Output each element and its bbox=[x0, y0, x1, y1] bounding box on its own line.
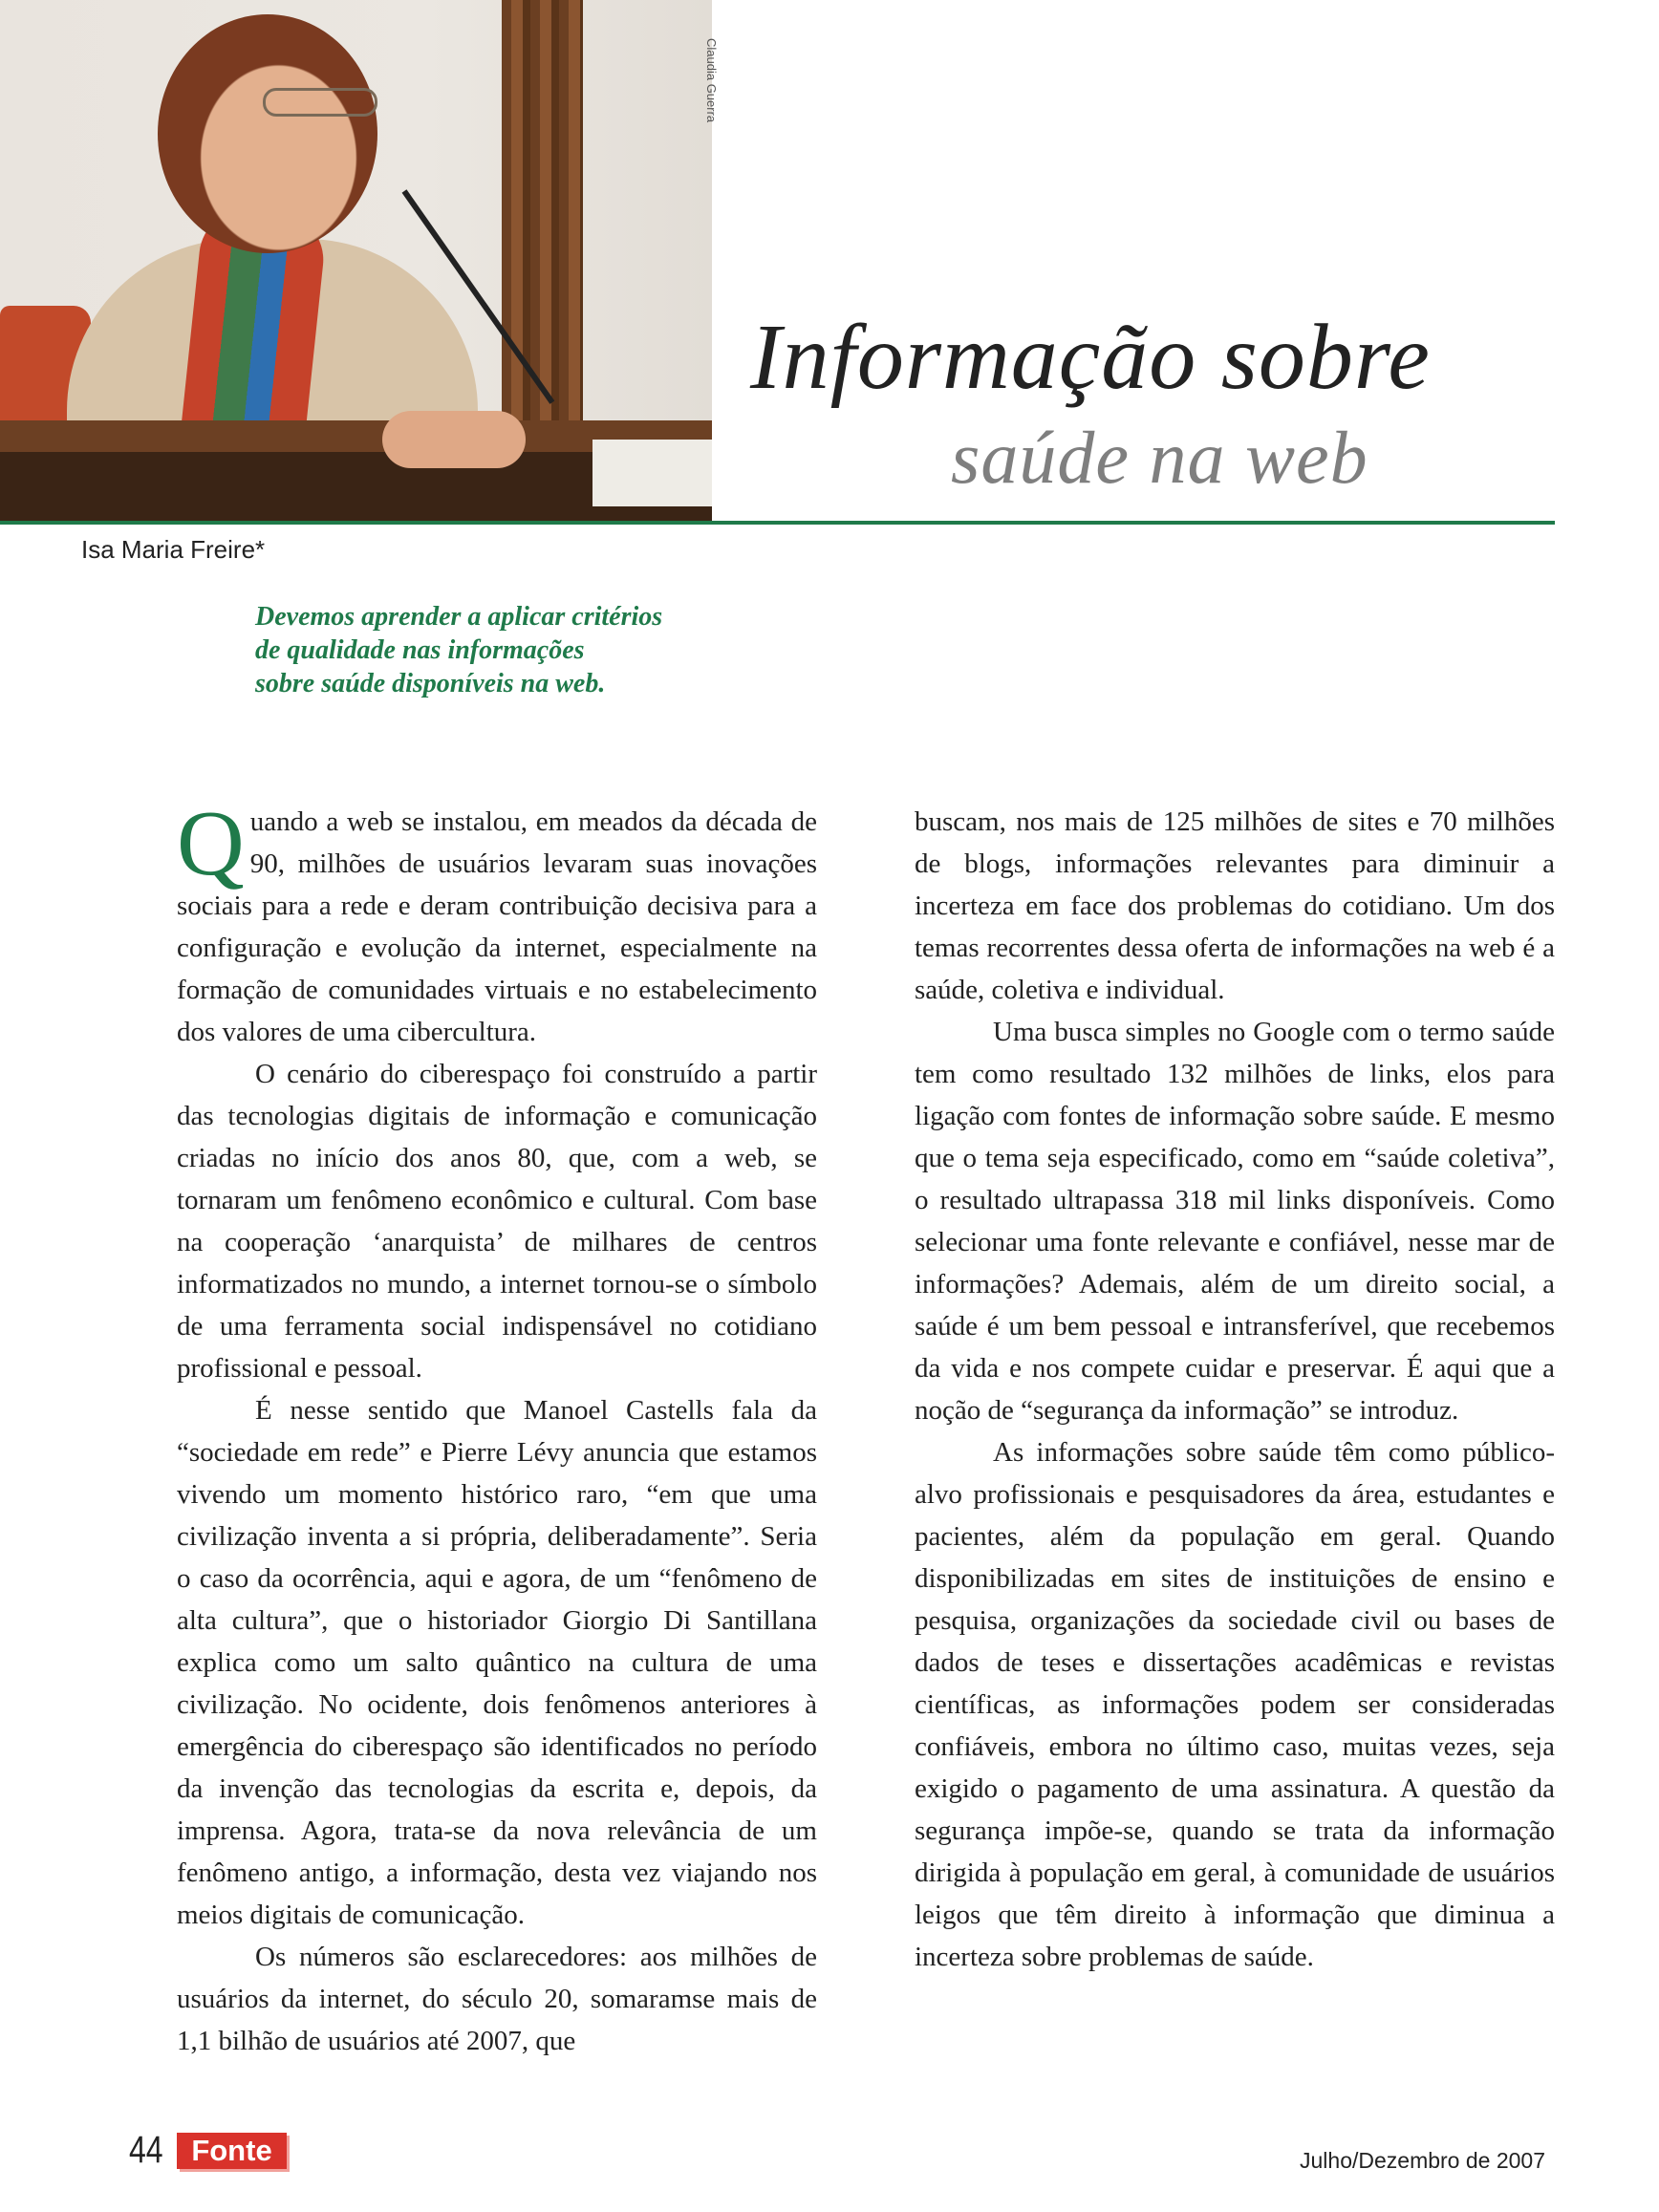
drop-cap: Q bbox=[177, 792, 245, 895]
left-column bbox=[177, 792, 817, 2062]
lede-line: de qualidade nas informações bbox=[255, 635, 585, 665]
paragraph bbox=[177, 792, 817, 1053]
paragraph: Uma busca simples no Google com o termo saúde tem como resultado 132 milhões de links, elos para ligação com fontes de informação sobre saúde. E mesmo que o tema seja especificado, como em “saúde coletiva”, o resultado ultrapassa 318 mil links disponíveis. Como selecionar uma fonte relevante e confiável, nesse mar de informações? Ademais, além de um direito social, a saúde é um bem pessoal e intransferível, que recebemos da vida e nos compete cuidar e preservar. É aqui que a noção de “segurança da informação” se introduz. bbox=[915, 1017, 1555, 1426]
photo-person-head bbox=[158, 14, 377, 253]
photo-name-plate bbox=[592, 440, 712, 506]
article-author: Isa Maria Freire* bbox=[81, 535, 266, 564]
paragraph: Os números são esclarecedores: aos milhões de usuários da internet, do século 20, somaramse mais de 1,1 bilhão de usuários até 2007, que bbox=[177, 1942, 817, 2056]
lede-line: Devemos aprender a aplicar critérios bbox=[255, 602, 663, 632]
issue-date: Julho/Dezembro de 2007 bbox=[1300, 2148, 1545, 2173]
right-column bbox=[915, 801, 1555, 1978]
author-photo bbox=[0, 0, 712, 521]
photo-hands bbox=[382, 411, 526, 468]
paragraph: É nesse sentido que Manoel Castells fala da “sociedade em rede” e Pierre Lévy anuncia que estamos vivendo um momento histórico raro, “em que uma civilização inventa a si própria, deliberadamente”. Seria o caso da ocorrência, aqui e agora, de um “fenômeno de alta cultura”, que o historiador Giorgio Di Santillana explica como um salto quântico na cultura de uma civilização. No ocidente, dois fenômenos anteriores à emergência do ciberespaço são identificados no período da invenção das tecnologias da escrita e, depois, da imprensa. Agora, trata-se da nova relevância de um fenômeno antigo, a informação, desta vez viajando nos meios digitais de comunicação. bbox=[177, 1395, 817, 1930]
magazine-logo: Fonte bbox=[177, 2133, 287, 2169]
paragraph: O cenário do ciberespaço foi construído a partir das tecnologias digitais de informação e comunicação criadas no início dos anos 80, que, com a web, se tornaram um fenômeno econômico e cultural. Com base na cooperação ‘anarquista’ de milhares de centros informatizados no mundo, a internet tornou-se o símbolo de uma ferramenta social indispensável no cotidiano profissional e pessoal. bbox=[177, 1059, 817, 1384]
article-subtitle: saúde na web bbox=[951, 416, 1368, 499]
paragraph: As informações sobre saúde têm como público-alvo profissionais e pesquisadores da área, estudantes e pacientes, além da população em geral. Quando disponibilizadas em sites de instituições de ensino e pesquisa, organizações da sociedade civil ou bases de dados de teses e dissertações acadêmicas e revistas científicas, as informações podem ser consideradas confiáveis, embora no último caso, muitas vezes, seja exigido o pagamento de uma assinatura. A questão da segurança impõe-se, quando se trata da informação dirigida à população em geral, à comunidade de usuários leigos que têm direito à informação que diminua a incerteza sobre problemas de saúde. bbox=[915, 1437, 1555, 1972]
photo-glasses bbox=[263, 88, 377, 117]
page-number: 44 bbox=[129, 2129, 163, 2171]
lede-line: sobre saúde disponíveis na web. bbox=[255, 669, 606, 698]
photo-curtain bbox=[502, 0, 583, 449]
paragraph-text: uando a web se instalou, em meados da década de 90, milhões de usuários levaram suas inovações sociais para a rede e deram contribuição decisiva para a configuração e evolução da internet, especialmente na formação de comunidades virtuais e no estabelecimento dos valores de uma cibercultura. bbox=[177, 806, 817, 1047]
article-lede bbox=[255, 600, 752, 700]
article-title: Informação sobre bbox=[750, 306, 1431, 409]
photo-credit: Claudia Guerra bbox=[704, 38, 719, 123]
paragraph: buscam, nos mais de 125 milhões de sites e 70 milhões de blogs, informações relevantes para diminuir a incerteza em face dos problemas do cotidiano. Um dos temas recorrentes dessa oferta de informações na web é a saúde, coletiva e individual. bbox=[915, 806, 1555, 1005]
title-divider bbox=[0, 521, 1555, 525]
